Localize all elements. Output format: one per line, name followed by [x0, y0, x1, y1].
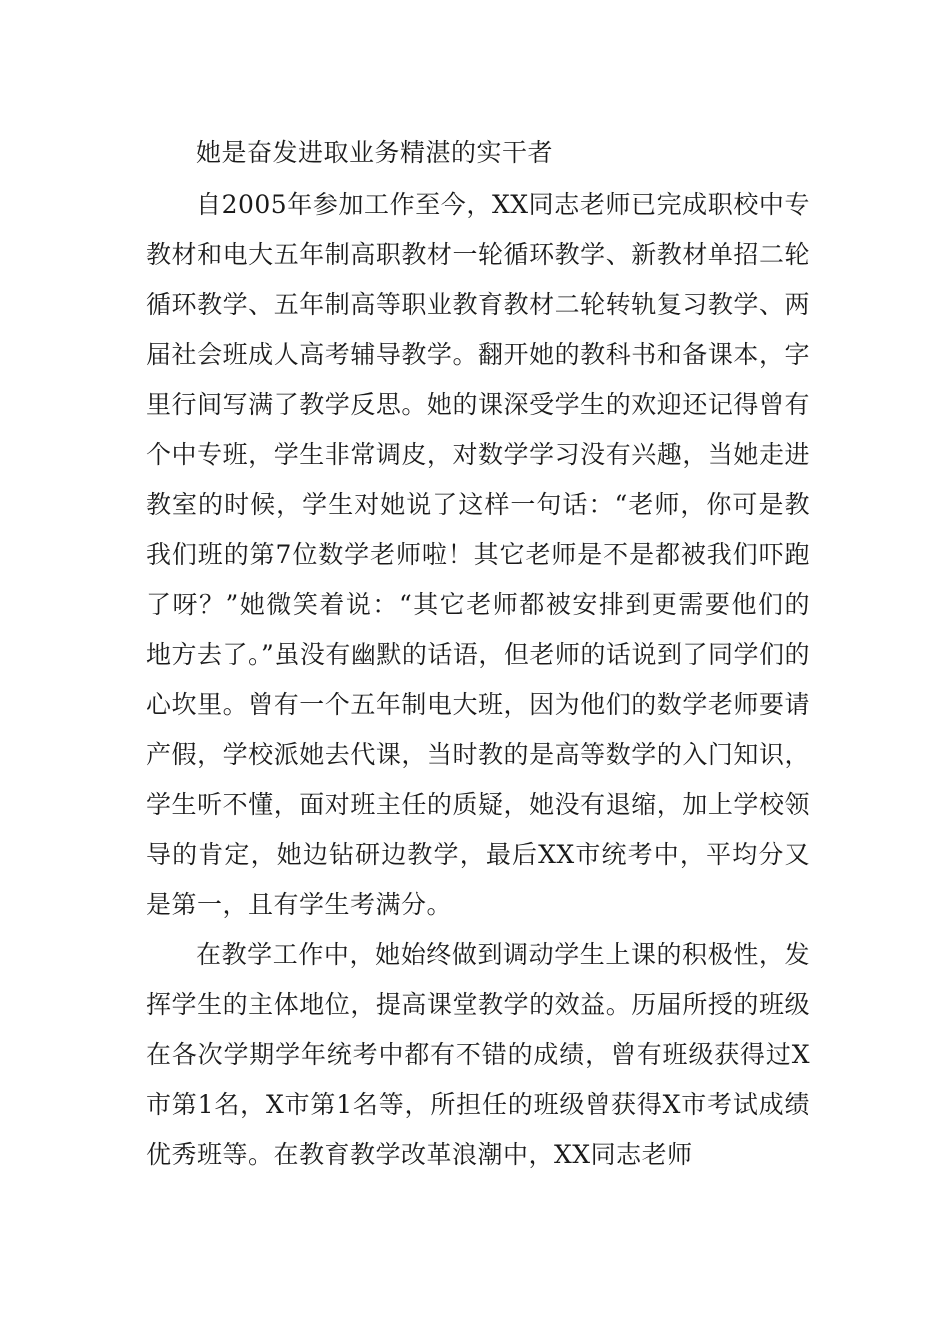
paragraph-2: 在教学工作中，她始终做到调动学生上课的积极性，发挥学生的主体地位，提高课堂教学的效益。历届所授的班级在各次学期学年统考中都有不错的成绩，曾有班级获得过X市第1名，X市第1名等，所担任的班级曾获得X市考试成绩优秀班等。在教育教学改革浪潮中，XX同志老师: [146, 940, 810, 1169]
section-heading: 她是奋发进取业务精湛的实干者: [196, 138, 554, 167]
document-body: [146, 128, 810, 1180]
paragraph-1: 自2005年参加工作至今，XX同志老师已完成职校中专教材和电大五年制高职教材一轮循环教学、新教材单招二轮循环教学、五年制高等职业教育教材二轮转轨复习教学、两届社会班成人高考辅导教学。翻开她的教科书和备课本，字里行间写满了教学反思。她的课深受学生的欢迎还记得曾有个中专班，学生非常调皮，对数学学习没有兴趣，当她走进教室的时候，学生对她说了这样一句话：“老师，你可是教我们班的第7位数学老师啦！其它老师是不是都被我们吓跑了呀？”她微笑着说：“其它老师都被安排到更需要他们的地方去了。”虽没有幽默的话语，但老师的话说到了同学们的心坎里。曾有一个五年制电大班，因为他们的数学老师要请产假，学校派她去代课，当时教的是高等数学的入门知识，学生听不懂，面对班主任的质疑，她没有退缩，加上学校领导的肯定，她边钻研边教学，最后XX市统考中，平均分又是第一，且有学生考满分。: [146, 190, 810, 919]
